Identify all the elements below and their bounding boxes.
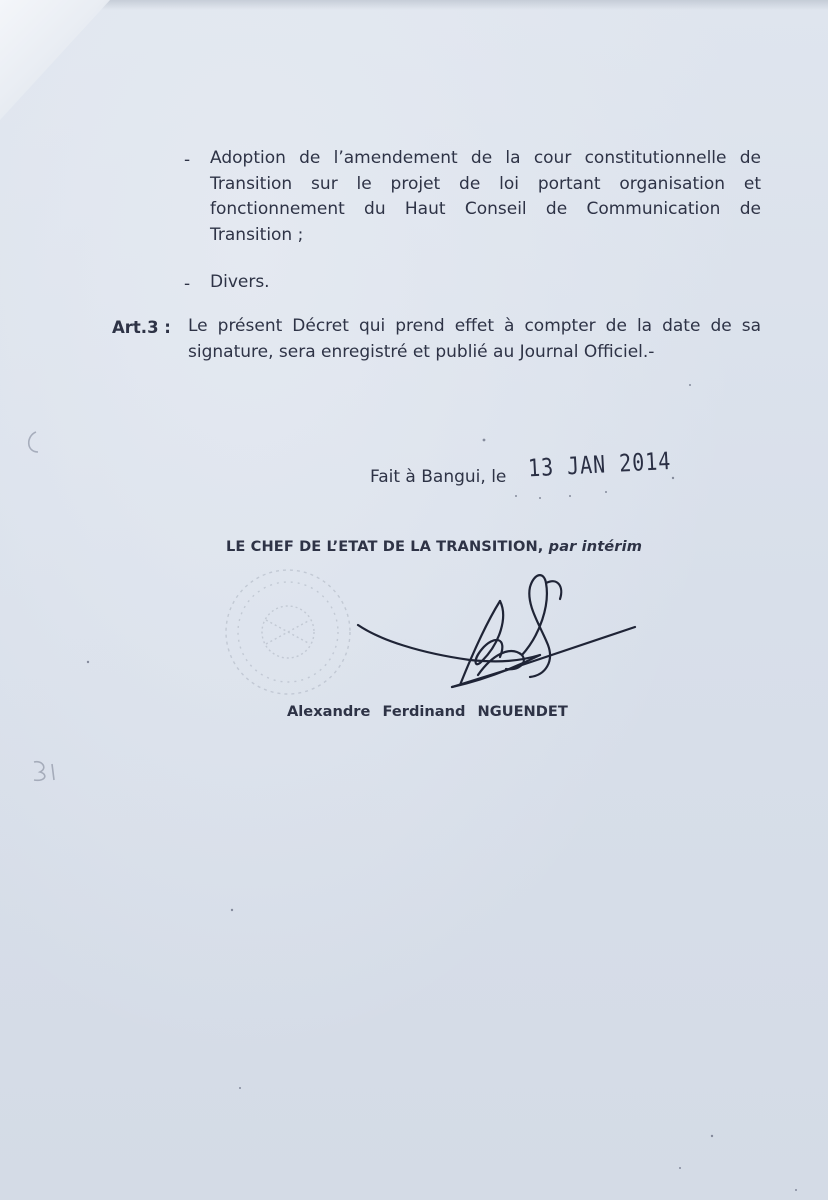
bullet-marker-2: - — [184, 274, 191, 294]
signatory-title-bold: LE CHEF DE L’ETAT DE LA TRANSITION, — [226, 538, 544, 555]
bullet-item-line: Transition sur le projet de loi portant organisation et — [210, 173, 761, 194]
bullet-marker-1: - — [184, 150, 191, 170]
bullet-item-line: Adoption de l’amendement de la cour constitutionnelle de — [210, 148, 761, 168]
signatory-name: Alexandre Ferdinand NGUENDET — [287, 703, 568, 720]
bullet-item-line: fonctionnement du Haut Conseil de Communication de — [210, 199, 761, 219]
article-3-line: signature, sera enregistré et publié au Journal Officiel.- — [188, 341, 655, 362]
bullet-item-line: Transition ; — [210, 224, 304, 245]
bullet-item-line: Divers. — [210, 272, 270, 292]
signatory-title-italic: par intérim — [548, 538, 643, 555]
date-stamp: 13 JAN 2014 — [527, 446, 673, 483]
article-3-line: Le présent Décret qui prend effet à compter de la date de sa — [188, 316, 761, 336]
article-3-label: Art.3 : — [112, 318, 171, 337]
place-date-text: Fait à Bangui, le — [370, 467, 507, 487]
